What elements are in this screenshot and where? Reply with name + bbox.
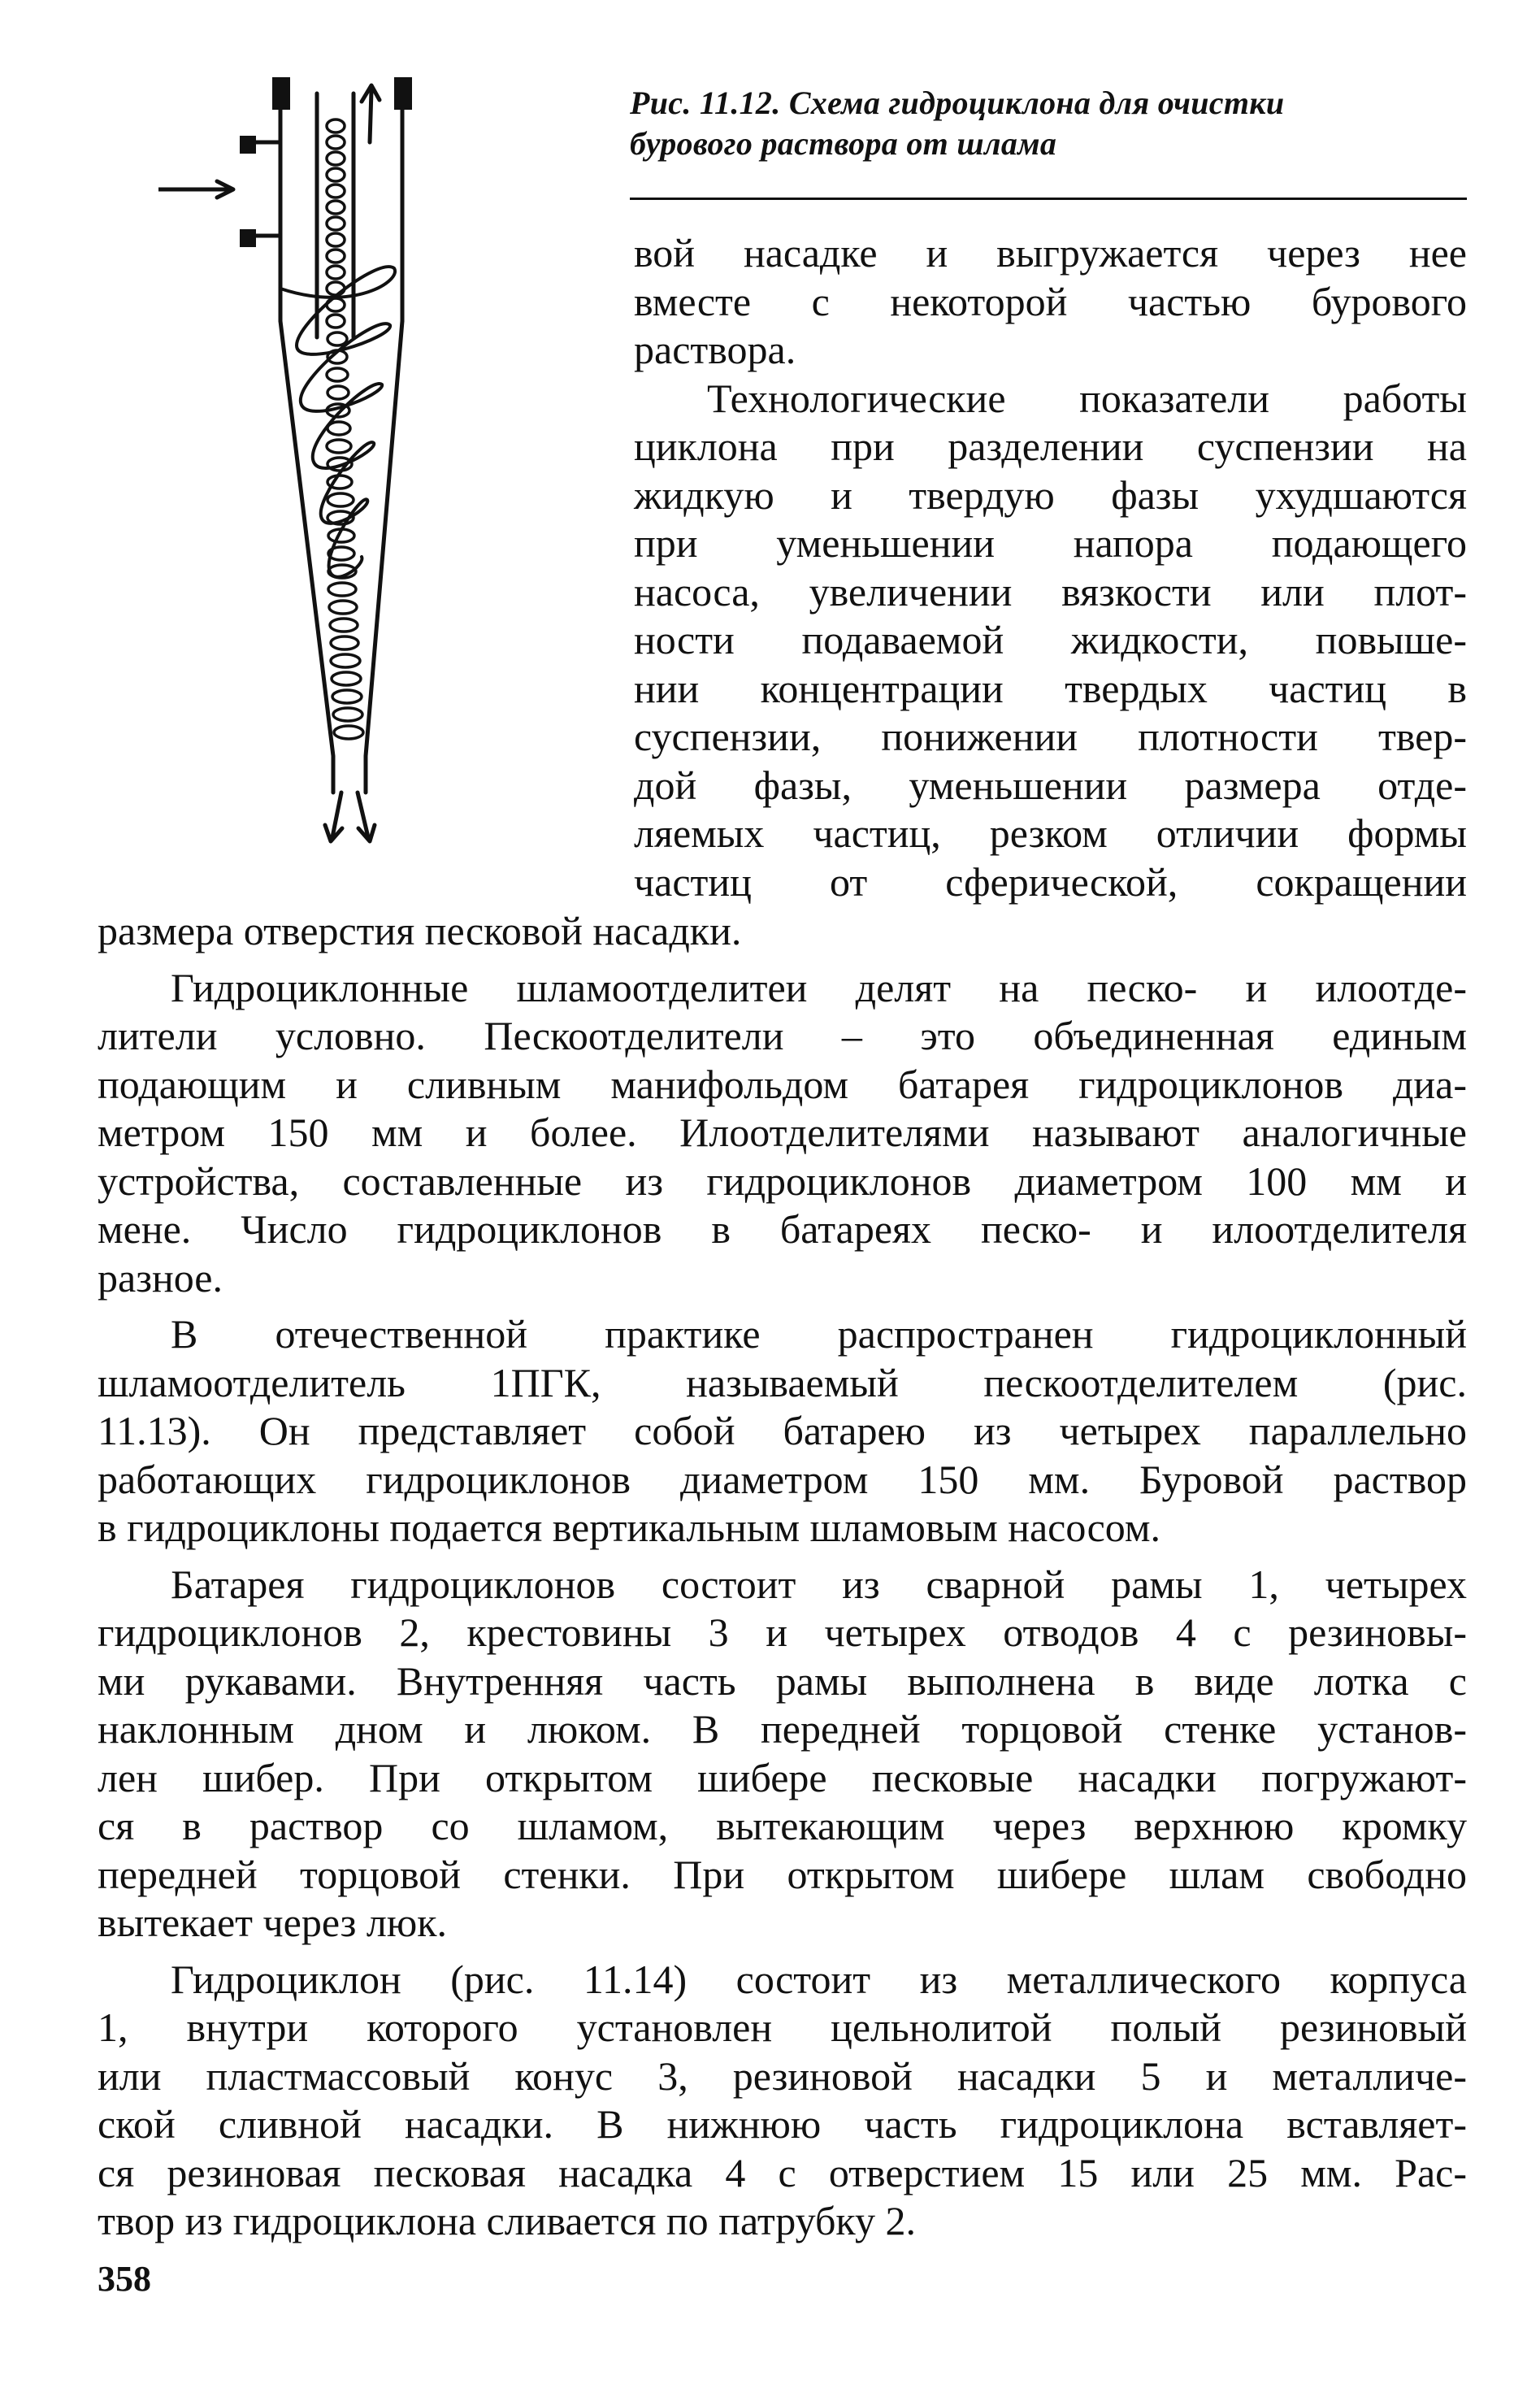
text-line: разное. — [98, 1254, 223, 1301]
text-line: ляемых частиц, резком отличии формы — [634, 810, 1467, 856]
page-number: 358 — [98, 2259, 151, 2299]
text-line: Гидроциклон (рис. 11.14) состоит из металлического корпуса — [171, 1956, 1467, 2002]
text-line: 11.13). Он представляет собой батарею из четырех параллельно — [98, 1408, 1467, 1453]
text-line: наклонным дном и люком. В передней торцовой стенке установ- — [98, 1706, 1467, 1752]
wrap-text-block — [634, 229, 1467, 906]
text-line: ся в раствор со шламом, вытекающим через верхнюю кромку — [98, 1803, 1467, 1848]
cone-wall-right — [366, 321, 402, 793]
text-line: жидкую и твердую фазы ухудшаются — [634, 471, 1467, 518]
text-line: устройства, составленные из гидроциклонов диаметром 100 мм и — [98, 1157, 1467, 1204]
text-line: раствора. — [634, 327, 796, 372]
text-line: вой насадке и выгружается через нее — [634, 230, 1467, 276]
text-line: Технологические показатели работы — [707, 375, 1467, 421]
text-line: лители условно. Пескоотделители – это объединенная единым — [98, 1013, 1467, 1058]
text-line: шламоотделитель 1ПГК, называемый пескоотделителем (рис. — [98, 1359, 1467, 1405]
text-line: ся резиновая песковая насадка 4 с отверстием 15 или 25 мм. Рас- — [98, 2149, 1467, 2195]
text-line: ми рукавами. Внутренняя часть рамы выполнена в виде лотка с — [98, 1657, 1467, 1704]
hydrocyclone-diagram — [158, 77, 516, 882]
text-line: вытекает через люк. — [98, 1900, 448, 1945]
text-line: суспензии, понижении плотности твер- — [634, 714, 1467, 759]
text-line: 1, внутри которого установлен цельнолитой полый резиновый — [98, 2004, 1467, 2050]
text-line: передней торцовой стенки. При открытом шибере шлам свободно — [98, 1851, 1467, 1897]
text-line: гидроциклонов 2, крестовины 3 и четырех отводов 4 с резиновы- — [98, 1609, 1467, 1655]
text-line: частиц от сферической, сокращении — [634, 858, 1467, 905]
text-line: твор из гидроциклона сливается по патрубку 2. — [98, 2198, 917, 2243]
text-line: метром 150 мм и более. Илоотделителями называют аналогичные — [98, 1110, 1467, 1155]
text-line: Гидроциклонные шламоотделитеи делят на песко- и илоотде- — [171, 964, 1467, 1010]
text-line: насоса, увеличении вязкости или плот- — [634, 568, 1467, 615]
text-line: в гидроциклоны подается вертикальным шламовым насосом. — [98, 1505, 1160, 1550]
text-line: подающим и сливным манифольдом батарея гидроциклонов диа- — [98, 1061, 1467, 1107]
text-line: дой фазы, уменьшении размера отде- — [634, 762, 1467, 808]
text-line: или пластмассовый конус 3, резиновой насадки 5 и металличе- — [98, 2052, 1467, 2099]
caption-divider — [630, 198, 1467, 200]
cone-wall-left — [280, 321, 333, 793]
text-line: нии концентрации твердых частиц в — [634, 665, 1467, 711]
text-line: при уменьшении напора подающего — [634, 520, 1467, 566]
text-line: размера отверстия песковой насадки. — [98, 908, 742, 953]
text-line: лен шибер. При открытом шибере песковые насадки погружают- — [98, 1754, 1467, 1800]
text-line: ности подаваемой жидкости, повыше- — [634, 617, 1467, 662]
text-line: Батарея гидроциклонов состоит из сварной рамы 1, четырех — [171, 1561, 1467, 1607]
text-line: ской сливной насадки. В нижнюю часть гидроциклона вставляет- — [98, 2101, 1467, 2147]
body-text-block — [98, 907, 1467, 2246]
caption-line: Рис. 11.12. Схема гидроциклона для очистки — [630, 85, 1285, 121]
figure-caption — [630, 83, 1467, 164]
caption-line: бурового раствора от шлама — [630, 125, 1057, 162]
text-line: циклона при разделении суспензии на — [634, 423, 1467, 469]
text-line: В отечественной практике распространен гидроциклонный — [171, 1311, 1467, 1357]
text-line: вместе с некоторой частью бурового — [634, 278, 1467, 324]
text-line: работающих гидроциклонов диаметром 150 мм. Буровой раствор — [98, 1456, 1467, 1502]
text-line: мене. Число гидроциклонов в батареях песко- и илоотделителя — [98, 1206, 1467, 1252]
